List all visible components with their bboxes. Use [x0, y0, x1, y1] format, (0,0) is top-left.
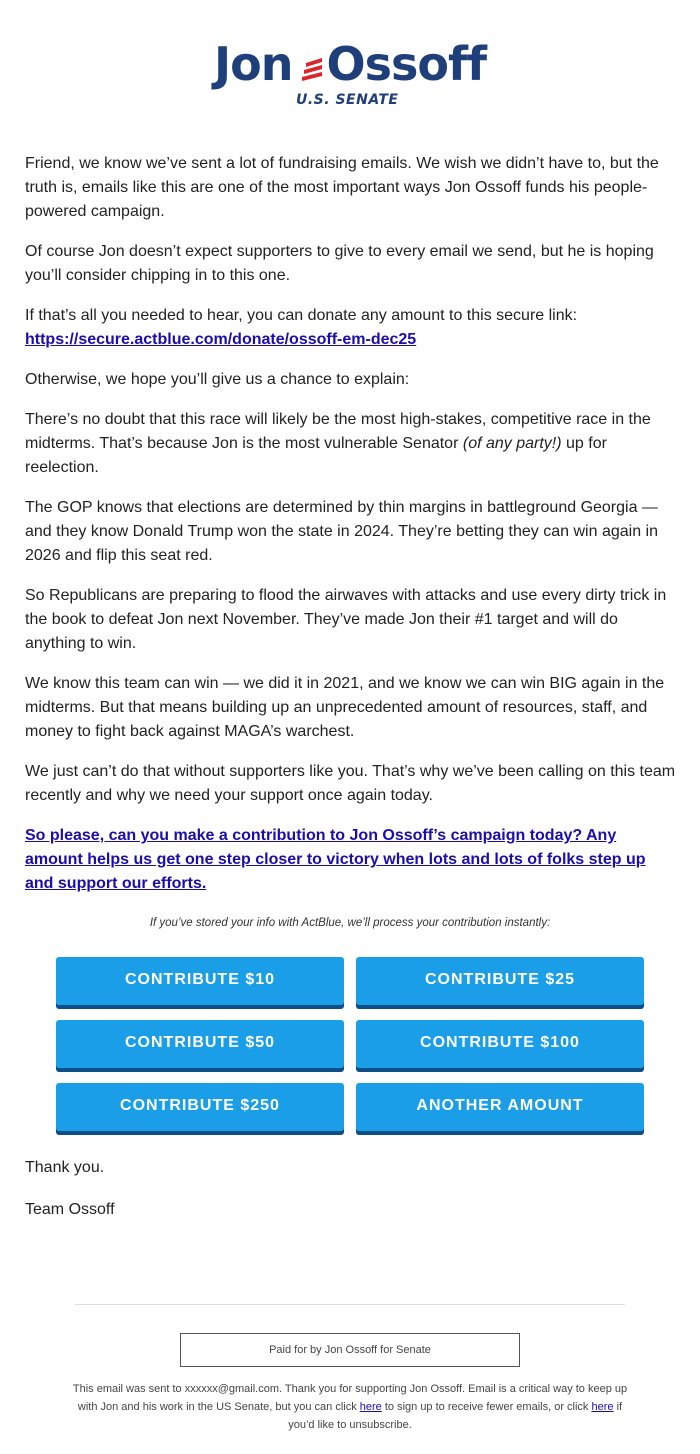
paragraph: Of course Jon doesn’t expect supporters to give to every email we send, but he is hoping you’ll consider chipping in to this one.	[25, 243, 654, 284]
contribute-100-button[interactable]: CONTRIBUTE $100	[356, 1020, 644, 1068]
paragraph: If that’s all you needed to hear, you can donate any amount to this secure link: https://secure.actblue.com/donate/ossoff-em-dec25	[25, 307, 578, 348]
logo-subtitle: U.S. SENATE	[296, 92, 399, 108]
paragraph: Otherwise, we hope you’ll give us a chance to explain:	[25, 371, 410, 388]
contribute-250-button[interactable]: CONTRIBUTE $250	[56, 1083, 344, 1131]
flag-stripes-icon	[300, 54, 340, 84]
paragraph	[25, 824, 677, 896]
paragraph: We just can’t do that without supporters like you. That’s why we’ve been calling on this team recently and why we need your support once again today.	[25, 763, 676, 804]
logo-wordmark	[0, 36, 700, 92]
paragraph: We know this team can win — we did it in 2021, and we know we can win BIG again in the midterms. But that means building up an unprecedented amount of resources, staff, and money to fight back against MAGA’s warchest.	[25, 675, 665, 740]
paragraph: So Republicans are preparing to flood the airwaves with attacks and use every dirty trick in the book to defeat Jon next November. They’ve made Jon their #1 target and will do anything to win.	[25, 587, 667, 652]
emphasis-text: (of any party!)	[462, 435, 562, 452]
paragraph: Friend, we know we’ve sent a lot of fundraising emails. We wish we didn’t have to, but the truth is, emails like this are one of the most important ways Jon Ossoff funds his people-powered campaign.	[25, 155, 659, 220]
contribute-10-button[interactable]: CONTRIBUTE $10	[56, 957, 344, 1005]
thanks-text: Thank you.	[25, 1159, 105, 1176]
paragraph: The GOP knows that elections are determined by thin margins in battleground Georgia — and they know Donald Trump won the state in 2024. They’re betting they can win again in 2026 and flip this seat red.	[25, 499, 658, 564]
footer-text: This email was sent to xxxxxx@gmail.com. Thank you for supporting Jon Ossoff. Email is a critical way to keep up with Jon and his work in the US Senate, but you can click here to sign up to receive fewer emails, or click here if you’d like to unsubscribe.	[72, 1383, 628, 1431]
donate-link[interactable]: https://secure.actblue.com/donate/ossoff-em-dec25	[25, 331, 417, 348]
fewer-emails-link[interactable]: here	[359, 1401, 382, 1413]
logo-first-name: Jon	[214, 37, 293, 91]
unsubscribe-link[interactable]: here	[591, 1401, 614, 1413]
team-signature: Team Ossoff	[25, 1201, 115, 1218]
contribute-50-button[interactable]: CONTRIBUTE $50	[56, 1020, 344, 1068]
paid-for-disclaimer: Paid for by Jon Ossoff for Senate	[180, 1333, 520, 1367]
cta-link[interactable]: So please, can you make a contribution to Jon Ossoff’s campaign today? Any amount helps us get one step closer to victory when lots and lots of folks step up and support our efforts.	[25, 827, 646, 892]
signoff	[25, 1156, 115, 1240]
another-amount-button[interactable]: ANOTHER AMOUNT	[356, 1083, 644, 1131]
campaign-logo	[0, 36, 700, 116]
actblue-note: If you’ve stored your info with ActBlue, we’ll process your contribution instantly:	[149, 917, 551, 929]
logo-last-name: Ossoff	[326, 37, 486, 91]
email-body	[25, 152, 677, 912]
contribute-25-button[interactable]: CONTRIBUTE $25	[356, 957, 644, 1005]
footer-divider	[75, 1304, 625, 1305]
paragraph: There’s no doubt that this race will likely be the most high-stakes, competitive race in the midterms. That’s because Jon is the most vulnerable Senator (of any party!) up for reelection.	[25, 411, 651, 476]
